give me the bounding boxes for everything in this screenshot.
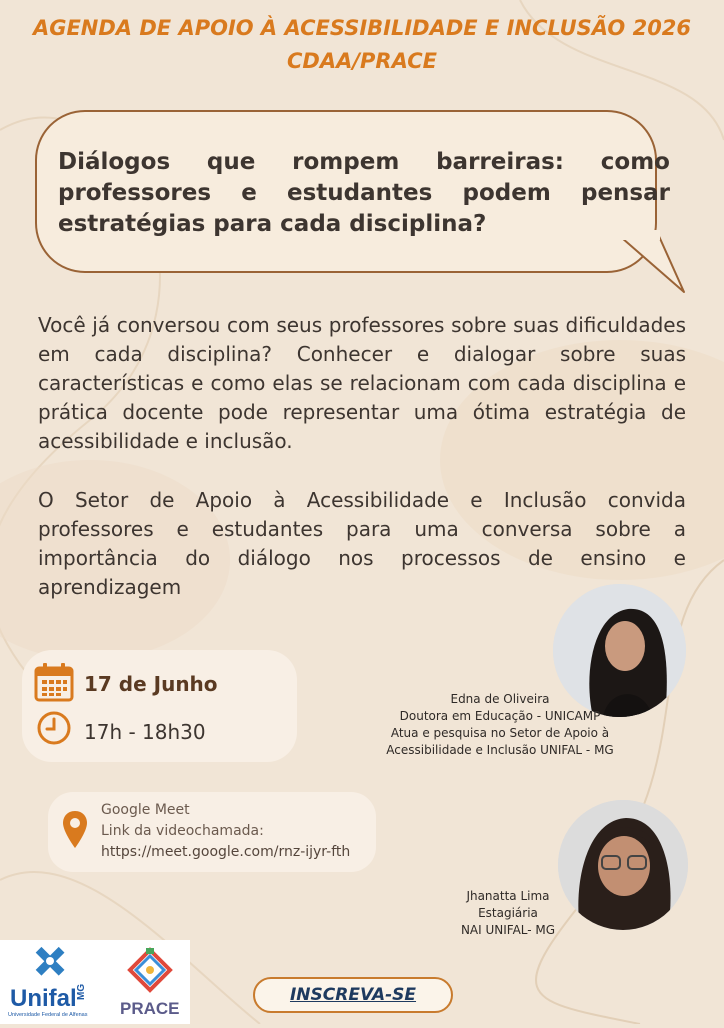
title-line-1: AGENDA DE APOIO À ACESSIBILIDADE E INCLUSÃO 2026 bbox=[32, 16, 692, 40]
event-title bbox=[0, 12, 724, 78]
event-date: 17 de Junho bbox=[84, 672, 218, 696]
title-line-2: CDAA/PRACE bbox=[287, 49, 437, 73]
svg-text:Universidade Federal de Alfena: Universidade Federal de Alfenas bbox=[8, 1012, 88, 1018]
location-pin-icon bbox=[62, 810, 88, 850]
clock-icon bbox=[36, 710, 72, 746]
prace-logo bbox=[130, 948, 170, 990]
meeting-link[interactable]: https://meet.google.com/rnz-ijyr-fth bbox=[101, 844, 351, 860]
svg-text:Unifal: Unifal bbox=[10, 985, 77, 1012]
intro-paragraph: Você já conversou com seus professores sobre suas dificuldades em cada disciplina? Conhecer e dialogar sobre suas características e como elas se relacionam com cada disciplina e prática docente pode representar uma ótima estratégia de acessibilidade e inclusão. bbox=[38, 313, 686, 453]
speaker-info-jhanatta bbox=[438, 888, 578, 939]
speaker-name: Edna de Oliveira bbox=[450, 692, 550, 706]
logos-area bbox=[0, 940, 190, 1024]
speaker-info-edna bbox=[355, 691, 645, 759]
unifal-logo bbox=[0, 940, 190, 1024]
svg-text:MG: MG bbox=[76, 983, 87, 1000]
meeting-platform: Google Meet bbox=[101, 802, 190, 818]
meeting-link-label: Link da videochamada: bbox=[101, 823, 264, 839]
speaker-role-cont: Acessibilidade e Inclusão UNIFAL - MG bbox=[386, 743, 614, 757]
speaker-name: Jhanatta Lima bbox=[466, 889, 550, 903]
svg-text:PRACE: PRACE bbox=[120, 999, 180, 1018]
calendar-icon bbox=[34, 662, 74, 702]
headline: Diálogos que rompem barreiras: como professores e estudantes podem pensar estratégias para cada disciplina? bbox=[58, 149, 670, 237]
speaker-title: Estagiária bbox=[478, 906, 538, 920]
speaker-role: NAI UNIFAL- MG bbox=[460, 923, 556, 937]
speaker-role: Atua e pesquisa no Setor de Apoio à bbox=[390, 726, 610, 740]
subscribe-button[interactable]: INSCREVA-SE bbox=[253, 977, 453, 1013]
event-time: 17h - 18h30 bbox=[84, 720, 206, 744]
speaker-title: Doutora em Educação - UNICAMP bbox=[399, 709, 601, 723]
invitation-paragraph: O Setor de Apoio à Acessibilidade e Inclusão convida professores e estudantes para uma conversa sobre a importância do diálogo nos processos de ensino e aprendizagem bbox=[38, 488, 686, 599]
